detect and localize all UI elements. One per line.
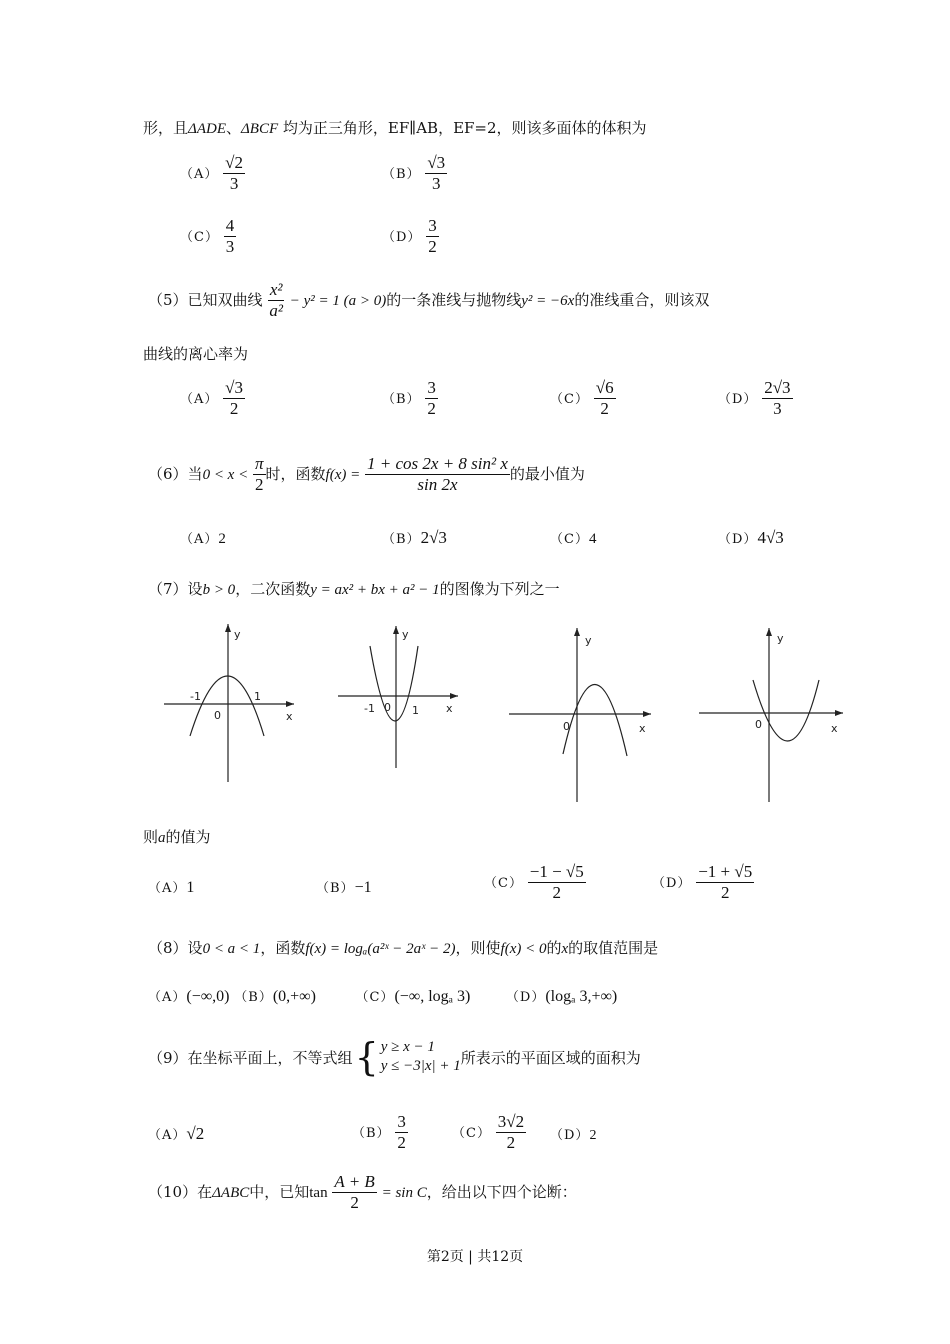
- q5-option-d[interactable]: （D） $\frac{2√3}{3}$: [718, 378, 791, 419]
- q7-option-a[interactable]: （A）1: [148, 879, 195, 896]
- graph-2-origin-label: 0: [384, 701, 391, 714]
- q6-option-a[interactable]: （A）2: [180, 531, 226, 547]
- q7-option-c[interactable]: （C） $\frac{-1 - √5}{2}$: [484, 862, 584, 903]
- q6-option-b[interactable]: （B）2√3: [382, 528, 447, 547]
- q6-stem: （6）当0 < x < $\frac{\pi}{2}$ 时，函数f(x) = $\frac{\text{1 + cos 2x + 8 sin² x}}{\sin 2x}$ 的最小值为: [148, 454, 585, 495]
- graph-4-y-label: y: [777, 632, 784, 645]
- q7-ask: 则a的值为: [143, 828, 211, 846]
- q5-option-b[interactable]: （B） $\frac{3}{2}$: [382, 378, 436, 419]
- graph-2-x-label: x: [446, 702, 453, 715]
- q5-option-a[interactable]: （A） $\frac{√3}{2}$: [180, 378, 244, 419]
- graph-1-x-label: x: [286, 710, 293, 723]
- graph-2-neg1-label: -1: [364, 702, 375, 715]
- graph-4-origin-label: 0: [755, 718, 762, 731]
- q7-stem: （7）设b > 0，二次函数y = ax² + bx + a² − 1的图像为下列之一: [148, 580, 560, 598]
- q8-option-a[interactable]: （A）(−∞,0): [148, 988, 230, 1005]
- graph-2-pos1-label: 1: [412, 704, 419, 717]
- graph-3-y-label: y: [585, 634, 592, 647]
- page-footer: 第2页 | 共12页: [426, 1249, 524, 1265]
- graph-1-y-label: y: [234, 628, 241, 641]
- graph-3-origin-label: 0: [563, 720, 570, 733]
- q7-option-d[interactable]: （D） $\frac{-1 + √5}{2}$: [652, 862, 753, 903]
- q6-option-c[interactable]: （C）4: [550, 531, 597, 547]
- q4-stem: 形，且ΔADE、ΔBCF 均为正三角形，EF∥AB，EF=2，则该多面体的体积为: [143, 119, 647, 137]
- q4-option-d[interactable]: （D） $\frac{3}{2}$: [382, 216, 437, 257]
- q8-stem: （8）设0 < a < 1，函数f(x) = logₐ(a²ˣ − 2aˣ − 2)，则使f(x) < 0的x的取值范围是: [148, 939, 659, 957]
- graph-4[interactable]: [697, 624, 847, 804]
- graph-1-origin-label: 0: [214, 709, 221, 722]
- q8-options: [148, 986, 617, 1006]
- graph-2[interactable]: [336, 622, 466, 772]
- graph-2-y-label: y: [402, 628, 409, 641]
- q4-option-a[interactable]: （A） $\frac{√2}{3}$: [180, 153, 244, 194]
- graph-1-pos1-label: 1: [254, 690, 261, 703]
- q4-option-c[interactable]: （C） $\frac{4}{3}$: [180, 216, 235, 257]
- q9-option-c[interactable]: （C） $\frac{3√2}{2}$: [452, 1112, 525, 1153]
- q8-option-b[interactable]: （B）(0,+∞): [234, 988, 316, 1005]
- q9-option-a[interactable]: （A）√2: [148, 1124, 205, 1143]
- q10-stem: （10）在ΔABC中，已知tan $\frac{A + B}{2}$ = sin C，给出以下四个论断：: [148, 1172, 577, 1213]
- q7-option-b[interactable]: （B）−1: [316, 879, 372, 896]
- brace-icon: {: [354, 1035, 379, 1079]
- graph-3-x-label: x: [639, 722, 646, 735]
- q5-option-c[interactable]: （C） $\frac{√6}{2}$: [550, 378, 614, 419]
- q5-stem: （5）已知双曲线 $\frac{\text{x²}}{\text{a²}}$ − y² = 1 (a > 0)的一条准线与抛物线y² = −6x的准线重合，则该双: [148, 280, 710, 321]
- q9-stem: （9） 在坐标平面上，不等式组 { y ≥ x − 1 y ≤ −3|x| + 1 所表示的平面区域的面积为: [148, 1035, 641, 1079]
- q9-option-d[interactable]: （D）2: [550, 1128, 597, 1143]
- graph-3[interactable]: [505, 624, 655, 804]
- q8-option-c[interactable]: （C）(−∞, logₐ 3): [355, 988, 471, 1005]
- graph-1-neg1-label: -1: [190, 690, 201, 703]
- q9-option-b[interactable]: （B） $\frac{3}{2}$: [352, 1112, 406, 1153]
- graph-4-x-label: x: [831, 722, 838, 735]
- q5-stem-line2: 曲线的离心率为: [143, 345, 249, 363]
- q4-option-b[interactable]: （B） $\frac{√3}{3}$: [382, 153, 446, 194]
- q8-option-d[interactable]: （D）(logₐ 3,+∞): [505, 988, 618, 1005]
- graph-1[interactable]: [160, 620, 300, 790]
- q6-option-d[interactable]: （D）4√3: [718, 528, 784, 547]
